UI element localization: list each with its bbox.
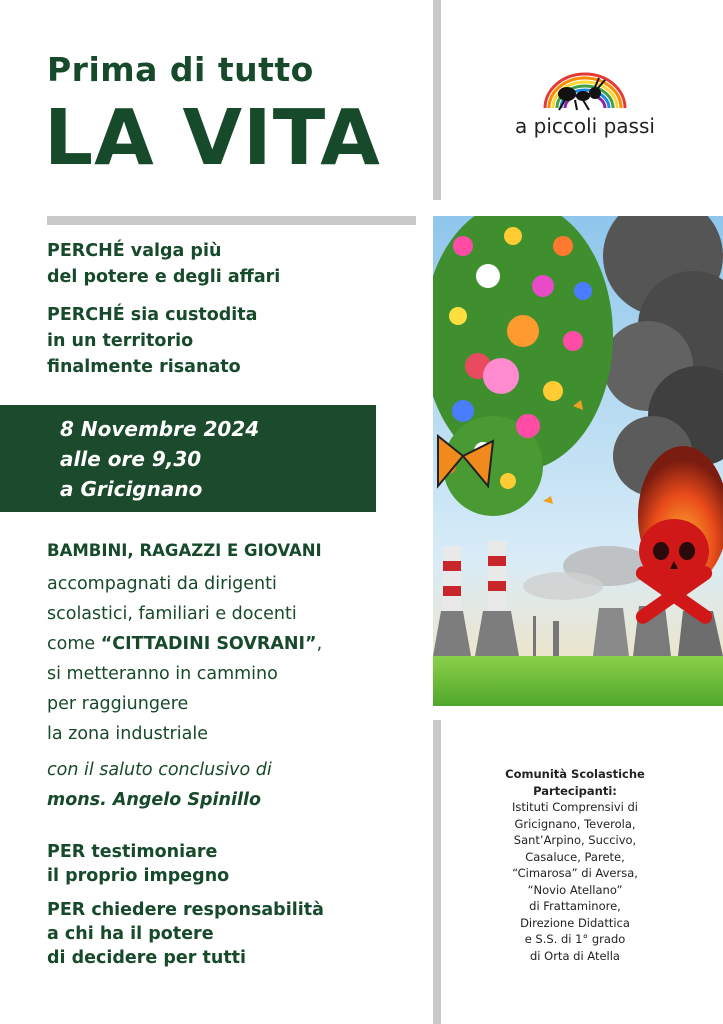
event-place: a Gricignano [60, 477, 203, 501]
body-line: accompagnati da dirigenti [47, 574, 277, 594]
perche-1-line: PERCHÉ valga più [47, 241, 222, 261]
cittadini-sovrani: “CITTADINI SOVRANI” [100, 634, 317, 654]
per-1-line: il proprio impegno [47, 866, 230, 886]
perche-2-line: PERCHÉ sia custodita [47, 305, 258, 325]
saluto-line: con il saluto conclusivo di [47, 760, 272, 780]
community-line: e S.S. di 1° grado [524, 932, 626, 946]
per-block-1 [47, 840, 229, 888]
body-line: si metteranno in cammino [47, 664, 278, 684]
saluto-name: mons. Angelo Spinillo [47, 790, 261, 810]
perche-1-line: del potere e degli affari [47, 267, 281, 287]
divider-vertical-top [433, 0, 441, 200]
page-subtitle: Prima di tutto [47, 50, 314, 89]
body-line [47, 629, 322, 659]
community-line: di Frattaminore, [529, 899, 621, 913]
per-block-2 [47, 898, 324, 970]
logo-text: a piccoli passi [515, 114, 655, 138]
per-2-line: di decidere per tutti [47, 948, 247, 968]
event-date-box [0, 405, 376, 512]
perche-2-line: finalmente risanato [47, 357, 241, 377]
body-line-prefix: come [47, 634, 101, 654]
body-line: la zona industriale [47, 724, 208, 744]
perche-2-line: in un territorio [47, 331, 194, 351]
body-line: per raggiungere [47, 694, 189, 714]
page-title: LA VITA [44, 94, 381, 183]
divider-horizontal [47, 216, 416, 225]
per-2-line: a chi ha il potere [47, 924, 214, 944]
per-2-line: PER chiedere responsabilità [47, 900, 324, 920]
logo [505, 68, 665, 148]
communities-heading: Partecipanti: [533, 783, 617, 798]
perche-block-2 [47, 302, 257, 380]
communities-heading: Comunità Scolastiche [505, 767, 645, 781]
community-line: Sant’Arpino, Succivo, [513, 833, 637, 847]
body-line-suffix: , [316, 634, 323, 654]
per-1-line: PER testimoniare [47, 842, 218, 862]
participants-heading: BAMBINI, RAGAZZI E GIOVANI [47, 541, 322, 560]
community-line: “Novio Atellano” [527, 882, 623, 897]
poster-illustration [433, 216, 723, 706]
event-date: 8 Novembre 2024 [60, 417, 260, 441]
participants-body [47, 569, 322, 749]
divider-vertical-bottom [433, 720, 441, 1024]
perche-block-1 [47, 238, 280, 290]
community-line: “Cimarosa” di Aversa, [512, 866, 638, 880]
ant-rainbow-icon [505, 68, 665, 114]
event-time: alle ore 9,30 [60, 447, 202, 471]
body-line: scolastici, familiari e docenti [47, 604, 297, 624]
community-line: Casaluce, Parete, [525, 849, 625, 864]
community-line: Istituti Comprensivi di [512, 800, 638, 814]
community-line: di Orta di Atella [530, 948, 620, 963]
community-line: Gricignano, Teverola, [514, 816, 636, 831]
community-line: Direzione Didattica [520, 915, 630, 930]
communities-list [470, 766, 680, 964]
flowers-vs-pollution-image [433, 216, 723, 706]
